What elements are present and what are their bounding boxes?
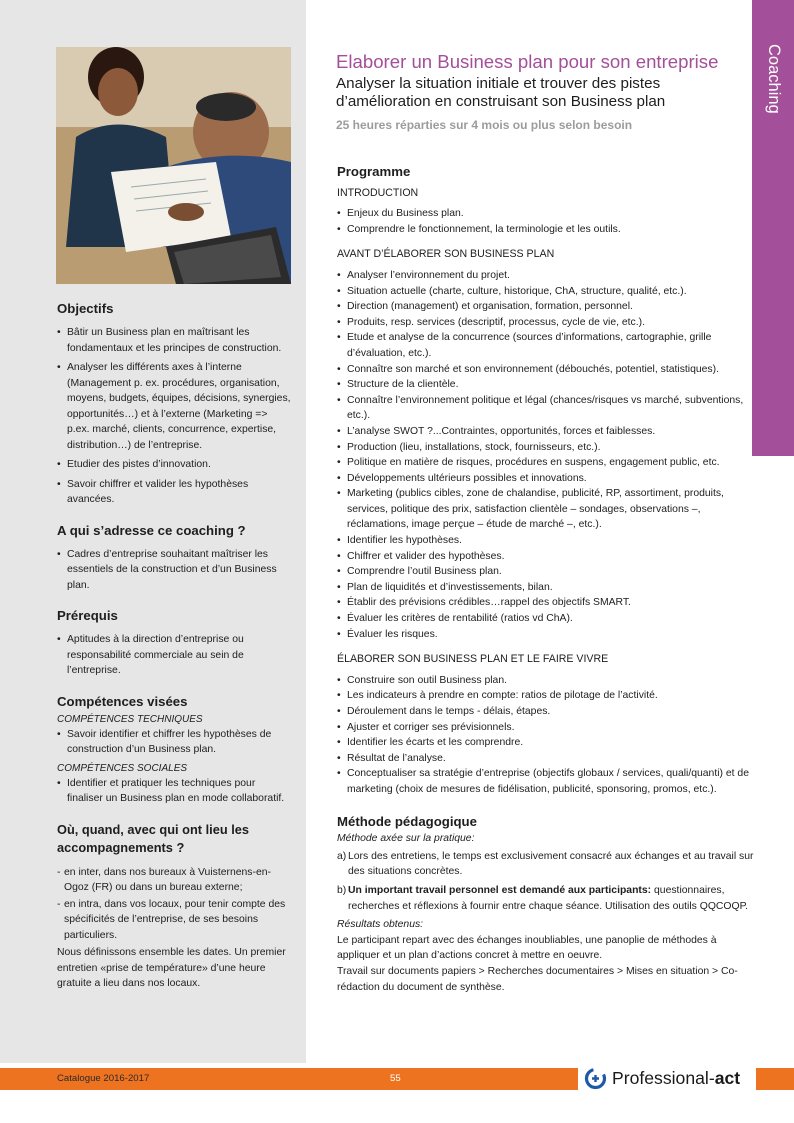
list-item: • Etude et analyse de la concurrence (sources d’informations, cartographie, grille d’évaluation, etc.). — [337, 330, 757, 361]
public-section — [57, 522, 292, 594]
list-item: • Chiffrer et valider des hypothèses. — [337, 549, 757, 565]
programme-heading: Programme — [337, 164, 411, 179]
footer-catalog: Catalogue 2016-2017 — [57, 1073, 150, 1084]
category-tab-label: Coaching — [765, 44, 783, 114]
list-item: • Identifier les hypothèses. — [337, 533, 757, 549]
list-item: • Politique en matière de risques, procédures en suspens, engagement public, etc. — [337, 455, 757, 471]
main-content — [337, 164, 757, 995]
programme-caption: ÉLABORER SON BUSINESS PLAN ET LE FAIRE VIVRE — [337, 653, 609, 666]
competences-section — [57, 693, 292, 807]
logo-regular: Professional- — [612, 1068, 715, 1088]
list-item: • Identifier les écarts et les comprendre. — [337, 735, 757, 751]
list-item — [337, 849, 757, 880]
list-item: • Marketing (publics cibles, zone de chalandise, publicité, RP, assortiment, produits, services, politique des prix, satisfaction clientèle – sondages, observations –, réclamations, image perçue – étude de marché –, etc.). — [337, 486, 757, 533]
page-header — [336, 51, 746, 132]
results-text-2: Travail sur documents papiers > Recherches documentaires > Mises en situation > Co-rédaction du document de synthèse. — [337, 965, 738, 993]
list-item: • Bâtir un Business plan en maîtrisant les fondamentaux et les principes de construction. — [57, 325, 292, 356]
list-item: • Évaluer les risques. — [337, 627, 757, 643]
prerequis-section — [57, 607, 292, 679]
list-item: • Cadres d’entreprise souhaitant maîtriser les essentiels de la construction et d’un Business plan. — [57, 547, 292, 594]
methode-b-bold: Un important travail personnel est demandé aux participants: — [348, 884, 652, 896]
methode-a-text: Lors des entretiens, le temps est exclusivement consacré aux échanges et au travail sur des situations concrètes. — [348, 850, 754, 878]
page-subtitle: Analyser la situation initiale et trouver des pistes d’amélioration en construisant son Business plan — [336, 75, 666, 110]
list-item: • Connaître son marché et son environnement (débouchés, potentiel, statistiques). — [337, 362, 757, 378]
marker-b: b) — [337, 884, 347, 896]
lieu-note: Nous définissons ensemble les dates. Un premier entretien «prise de température» d’une heure gratuite a lieu dans nos locaux. — [57, 947, 286, 989]
list-item: • Déroulement dans le temps - délais, étapes. — [337, 704, 757, 720]
competences-tech-label: COMPÉTENCES TECHNIQUES — [57, 713, 203, 725]
page-number: 55 — [390, 1073, 401, 1084]
list-item: • Établir des prévisions crédibles…rappel des objectifs SMART. — [337, 595, 757, 611]
list-item: • Conceptualiser sa stratégie d’entreprise (objectifs globaux / services, quali/quanti) et de marketing (choix de mesures de fidélisation, publicité, sponsoring, promos, etc.). — [337, 766, 757, 797]
list-item: • Ajuster et corriger ses prévisionnels. — [337, 720, 757, 736]
category-tab-label-wrap — [752, 44, 794, 134]
list-item: - en intra, dans vos locaux, pour tenir compte des spécificités de l’entreprise, de ses besoins particuliers. — [57, 897, 292, 944]
list-item: • Direction (management) et organisation, formation, personnel. — [337, 299, 757, 315]
list-item: • Structure de la clientèle. — [337, 377, 757, 393]
methode-b-text: questionnaires, recherches et réflexions à fournir entre chaque séance. Utilisation des outils QQCOQP. — [348, 884, 749, 912]
list-item: • Analyser l’environnement du projet. — [337, 268, 757, 284]
list-item: • Résultat de l’analyse. — [337, 751, 757, 767]
results-label: Résultats obtenus: — [337, 919, 424, 931]
list-item: • Plan de liquidités et d’investissements, bilan. — [337, 580, 757, 596]
list-item: • Savoir identifier et chiffrer les hypothèses de construction d’un Business plan. — [57, 727, 292, 758]
objectifs-heading: Objectifs — [57, 301, 114, 316]
programme-list-avant — [337, 268, 757, 642]
list-item: • Comprendre l’outil Business plan. — [337, 564, 757, 580]
lieu-section — [57, 821, 292, 992]
results-text-1: Le participant repart avec des échanges inoubliables, une panoplie de méthodes à appliquer et un plan d’actions concret à mettre en oeuvre. — [337, 934, 717, 962]
photo-people-laptop — [56, 47, 291, 284]
programme-caption: AVANT D’ÉLABORER SON BUSINESS PLAN — [337, 248, 555, 261]
list-item: • Les indicateurs à prendre en compte: ratios de pilotage de l’activité. — [337, 688, 757, 704]
objectifs-section — [57, 300, 292, 508]
duration-text: 25 heures réparties sur 4 mois ou plus selon besoin — [336, 118, 633, 132]
programme-list-intro — [337, 206, 757, 237]
list-item: • Construire son outil Business plan. — [337, 673, 757, 689]
list-item: • Analyser les différents axes à l’interne (Management p. ex. procédures, organisation, moyens, budgets, équipes, décisions, synergies, opportunités…) et à l’externe (Marketing => p.ex. marché, clients, concurrence, expertise, distribution…) de l’entreprise. — [57, 360, 292, 453]
list-item: • Savoir chiffrer et valider les hypothèses avancées. — [57, 477, 292, 508]
programme-list-elaborer — [337, 673, 757, 798]
list-item: • Etudier des pistes d’innovation. — [57, 457, 292, 473]
methode-intro: Méthode axée sur la pratique: — [337, 833, 475, 845]
methode-list — [337, 849, 757, 914]
list-item — [337, 883, 757, 914]
prerequis-heading: Prérequis — [57, 608, 118, 623]
lieu-heading: Où, quand, avec qui ont lieu les accompagnements ? — [57, 821, 249, 855]
list-item: • Développements ultérieurs possibles et innovations. — [337, 471, 757, 487]
public-heading: A qui s’adresse ce coaching ? — [57, 522, 246, 538]
logo-bold: act — [714, 1068, 741, 1088]
list-item: • Situation actuelle (charte, culture, historique, ChA, structure, qualité, etc.). — [337, 284, 757, 300]
list-item: • Comprendre le fonctionnement, la terminologie et les outils. — [337, 222, 757, 238]
programme-caption: INTRODUCTION — [337, 186, 419, 199]
professional-act-logo-icon — [583, 1066, 608, 1091]
list-item: - en inter, dans nos bureaux à Vuisternens-en-Ogoz (FR) ou dans un bureau externe; — [57, 865, 292, 896]
competences-heading: Compétences visées — [57, 693, 188, 709]
list-item: • Évaluer les critères de rentabilité (ratios vd ChA). — [337, 611, 757, 627]
list-item: • Enjeux du Business plan. — [337, 206, 757, 222]
competences-soc-label: COMPÉTENCES SOCIALES — [57, 762, 188, 774]
brand-logo-text — [612, 1068, 740, 1089]
methode-heading: Méthode pédagogique — [337, 813, 477, 829]
sidebar-content — [57, 300, 292, 1006]
list-item: • L’analyse SWOT ?...Contraintes, opportunités, forces et faiblesses. — [337, 424, 757, 440]
list-item: • Connaître l’environnement politique et légal (chances/risques vs marché, subventions, etc.). — [337, 393, 757, 424]
list-item: • Produits, resp. services (descriptif, processus, cycle de vie, etc.). — [337, 315, 757, 331]
marker-a: a) — [337, 850, 347, 862]
list-item: • Identifier et pratiquer les techniques pour finaliser un Business plan en mode collaboratif. — [57, 776, 292, 807]
page-title: Elaborer un Business plan pour son entreprise — [336, 51, 719, 72]
list-item: • Aptitudes à la direction d’entreprise ou responsabilité commerciale au sein de l’entreprise. — [57, 632, 292, 679]
list-item: • Production (lieu, installations, stock, fournisseurs, etc.). — [337, 440, 757, 456]
